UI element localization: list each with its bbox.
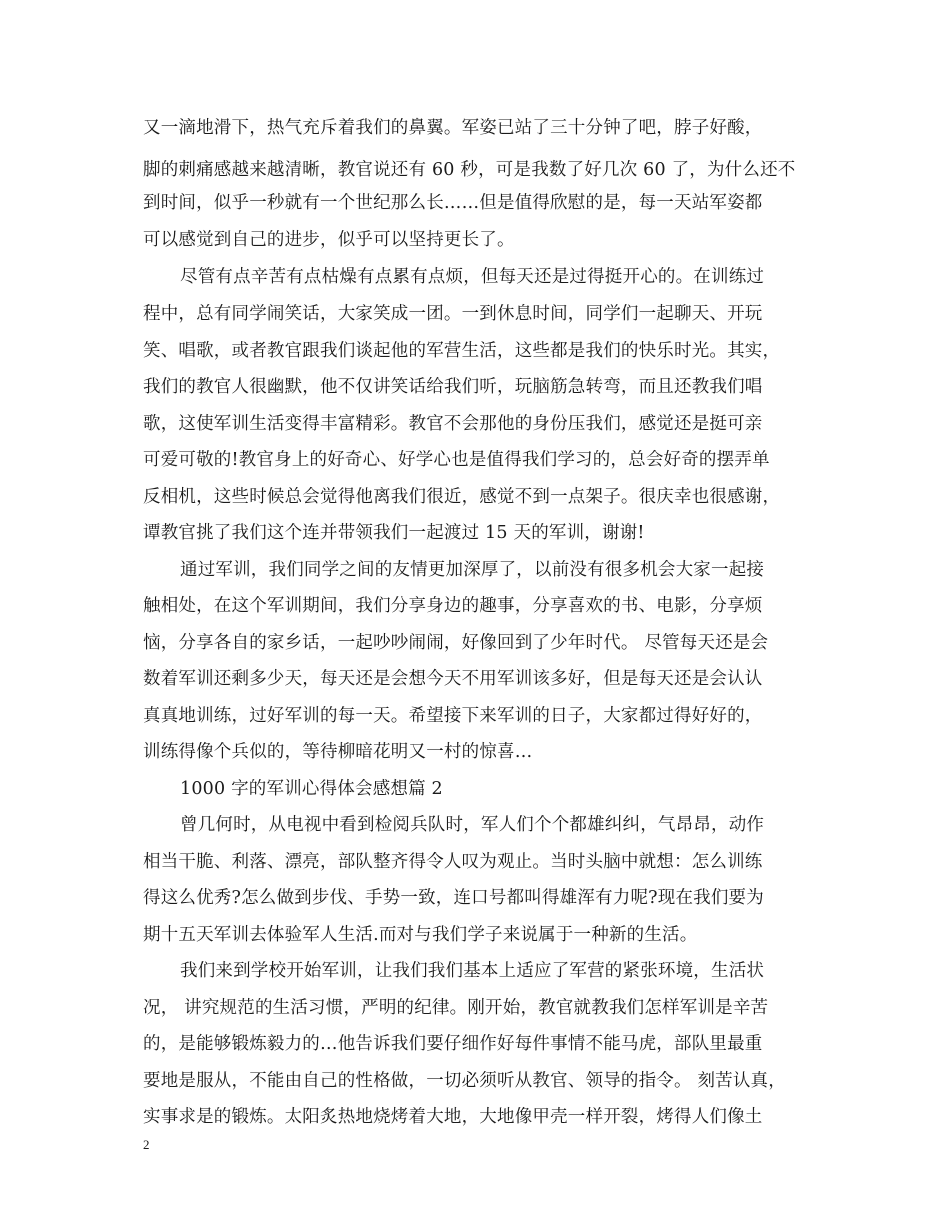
paragraph-first-line: 尽管有点辛苦有点枯燥有点累有点烦，但每天还是过得挺开心的。在训练过: [180, 267, 765, 287]
text-line: 实事求是的锻炼。太阳炙热地烧烤着大地，大地像甲壳一样开裂，烤得人们像土: [143, 1107, 763, 1127]
text-line: 程中，总有同学闹笑话，大家笑成一团。一到休息时间，同学们一起聊天、开玩: [143, 304, 763, 324]
text-line: 触相处，在这个军训期间，我们分享身边的趣事，分享喜欢的书、电影，分享烦: [143, 596, 763, 616]
paragraph-first-line: 我们来到学校开始军训，让我们我们基本上适应了军营的紧张环境，生活状: [180, 961, 765, 981]
paragraph-first-line: 曾几何时，从电视中看到检阅兵队时，军人们个个都雄纠纠，气昂昂，动作: [180, 815, 765, 835]
text-line: 真真地训练，过好军训的每一天。希望接下来军训的日子，大家都过得好好的，: [143, 706, 763, 726]
text-line: 可以感觉到自己的进步，似乎可以坚持更长了。: [143, 230, 515, 250]
text-line: 训练得像个兵似的，等待柳暗花明又一村的惊喜…: [143, 742, 533, 762]
text-line: 脚的刺痛感越来越清晰，教官说还有 60 秒，可是我数了好几次 60 了，为什么还不: [143, 160, 796, 180]
section-heading: 1000 字的军训心得体会感想篇 2: [180, 779, 443, 799]
text-line: 况， 讲究规范的生活习惯，严明的纪律。刚开始，教官就教我们怎样军训是辛苦: [143, 998, 769, 1018]
text-line: 的，是能够锻炼毅力的…他告诉我们要仔细作好每件事情不能马虎，部队里最重: [143, 1034, 763, 1054]
paragraph-first-line: 通过军训，我们同学之间的友情更加深厚了，以前没有很多机会大家一起接: [180, 560, 765, 580]
text-line: 歌，这使军训生活变得丰富精彩。教官不会那他的身份压我们，感觉还是挺可亲: [143, 414, 763, 434]
text-line: 期十五天军训去体验军人生活.而对与我们学子来说属于一种新的生活。: [143, 925, 698, 945]
text-line: 反相机，这些时候总会觉得他离我们很近，感觉不到一点架子。很庆幸也很感谢，: [143, 487, 781, 507]
text-line: 数着军训还剩多少天，每天还是会想今天不用军训该多好，但是每天还是会认认: [143, 669, 763, 689]
text-line: 要地是服从，不能由自己的性格做，一切必须听从教官、领导的指令。 刻苦认真，: [143, 1071, 786, 1091]
text-line: 又一滴地滑下，热气充斥着我们的鼻翼。军姿已站了三十分钟了吧，脖子好酸，: [143, 118, 763, 138]
text-line: 谭教官挑了我们这个连并带领我们一起渡过 15 天的军训，谢谢!: [143, 523, 645, 543]
text-line: 笑、唱歌，或者教官跟我们谈起他的军营生活，这些都是我们的快乐时光。其实，: [143, 341, 781, 361]
text-line: 可爱可敬的!教官身上的好奇心、好学心也是值得我们学习的，总会好奇的摆弄单: [143, 450, 770, 470]
text-line: 我们的教官人很幽默，他不仅讲笑话给我们听，玩脑筋急转弯，而且还教我们唱: [143, 377, 763, 397]
text-line: 到时间，似乎一秒就有一个世纪那么长……但是值得欣慰的是，每一天站军姿都: [143, 193, 763, 213]
text-line: 得这么优秀?怎么做到步伐、手势一致，连口号都叫得雄浑有力呢?现在我们要为: [143, 888, 764, 908]
page-number: 2: [143, 1137, 150, 1152]
text-line: 恼，分享各自的家乡话，一起吵吵闹闹，好像回到了少年时代。 尽管每天还是会: [143, 633, 769, 653]
text-line: 相当干脆、利落、漂亮，部队整齐得令人叹为观止。当时头脑中就想：怎么训练: [143, 852, 763, 872]
